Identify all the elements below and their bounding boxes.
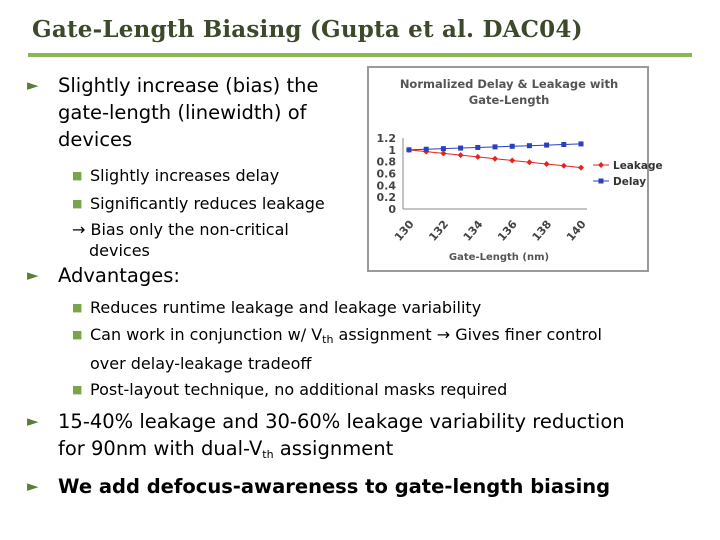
x-tick-label: 138 [529, 217, 555, 244]
bullet-advantages [27, 262, 180, 289]
legend-marker [598, 162, 604, 168]
bullet-arrow-icon: ► [27, 477, 39, 495]
advantage-item [72, 323, 602, 376]
bullet-arrow-icon: ► [27, 76, 39, 94]
sub-bullet-text: Significantly reduces leakage [90, 194, 325, 213]
advantage-text: over delay-leakage tradeoff [90, 354, 312, 373]
chart-title: Gate-Length [468, 93, 550, 107]
data-point [561, 163, 567, 169]
arrow-note-text: Bias only the non-critical [90, 220, 289, 239]
right-arrow-icon: → [72, 220, 91, 239]
y-tick-label: 0.4 [376, 179, 396, 193]
bullet-reduction [27, 408, 625, 468]
x-tick-label: 136 [495, 217, 520, 244]
data-point [475, 145, 480, 150]
subscript: th [262, 448, 274, 461]
square-bullet-icon: ■ [72, 328, 83, 341]
bullet-text: 15-40% leakage and 30-60% leakage variability reduction [58, 410, 625, 433]
bullet-text: Advantages: [58, 264, 180, 287]
legend-label: Delay [613, 176, 647, 188]
y-tick-label: 0.6 [376, 167, 396, 181]
arrow-note-text: devices [89, 241, 150, 260]
sub-bullet-delay [72, 163, 280, 188]
arrow-note [72, 219, 289, 261]
bullet-arrow-icon: ► [27, 266, 39, 284]
bullet-line: Slightly increase (bias) the [58, 74, 319, 97]
bullet-text: for 90nm with dual-V [58, 437, 263, 460]
data-point [544, 161, 550, 167]
square-bullet-icon: ■ [72, 301, 83, 314]
advantage-text: Reduces runtime leakage and leakage variability [90, 298, 482, 317]
chart-title: Normalized Delay & Leakage with [399, 77, 619, 91]
data-point [578, 165, 584, 171]
data-point [424, 147, 429, 152]
data-point [493, 144, 498, 149]
delay-leakage-chart [367, 66, 663, 272]
data-point [527, 143, 532, 148]
subscript: th [322, 333, 334, 346]
chart-svg [369, 68, 663, 270]
data-point [458, 146, 463, 151]
bullet-arrow-icon: ► [27, 412, 39, 430]
y-tick-label: 0.8 [376, 155, 396, 169]
x-tick-label: 140 [563, 217, 589, 244]
advantage-text: Can work in conjunction w/ V [90, 325, 323, 344]
data-point [579, 141, 584, 146]
bullet-line: gate-length (linewidth) of [58, 101, 307, 124]
title-underline [28, 53, 692, 57]
advantage-text: Post-layout technique, no additional masks required [90, 380, 508, 399]
bullet-gate-length-bias [27, 72, 319, 153]
sub-bullet-leakage [72, 191, 325, 216]
x-tick-label: 132 [426, 217, 452, 244]
bullet-text: We add defocus-awareness to gate-length biasing [58, 475, 611, 498]
data-point [440, 150, 446, 156]
advantage-item [72, 295, 482, 320]
bullet-defocus [27, 473, 611, 500]
data-point [475, 154, 481, 160]
legend-label: Leakage [613, 160, 663, 172]
data-point [510, 144, 515, 149]
data-point [492, 156, 498, 162]
data-point [441, 146, 446, 151]
data-point [561, 142, 566, 147]
slide-title: Gate-Length Biasing (Gupta et al. DAC04) [32, 16, 583, 43]
y-tick-label: 0 [388, 203, 396, 216]
square-bullet-icon: ■ [72, 169, 83, 182]
y-tick-label: 0.2 [376, 191, 396, 205]
sub-bullet-text: Slightly increases delay [90, 166, 280, 185]
y-tick-label: 1 [388, 143, 396, 157]
bullet-text: assignment [273, 437, 394, 460]
data-point [407, 147, 412, 152]
advantage-item [72, 377, 508, 402]
data-point [526, 159, 532, 165]
x-axis-label: Gate-Length (nm) [448, 252, 550, 263]
data-point [509, 157, 515, 163]
data-point [458, 152, 464, 158]
y-tick-label: 1.2 [376, 132, 396, 145]
data-point [544, 143, 549, 148]
square-bullet-icon: ■ [72, 383, 83, 396]
x-tick-label: 130 [391, 217, 417, 244]
bullet-line: devices [58, 128, 133, 151]
legend-marker [599, 179, 604, 184]
x-tick-label: 134 [460, 217, 486, 244]
square-bullet-icon: ■ [72, 197, 83, 210]
advantage-text: assignment → Gives finer control [333, 325, 602, 344]
